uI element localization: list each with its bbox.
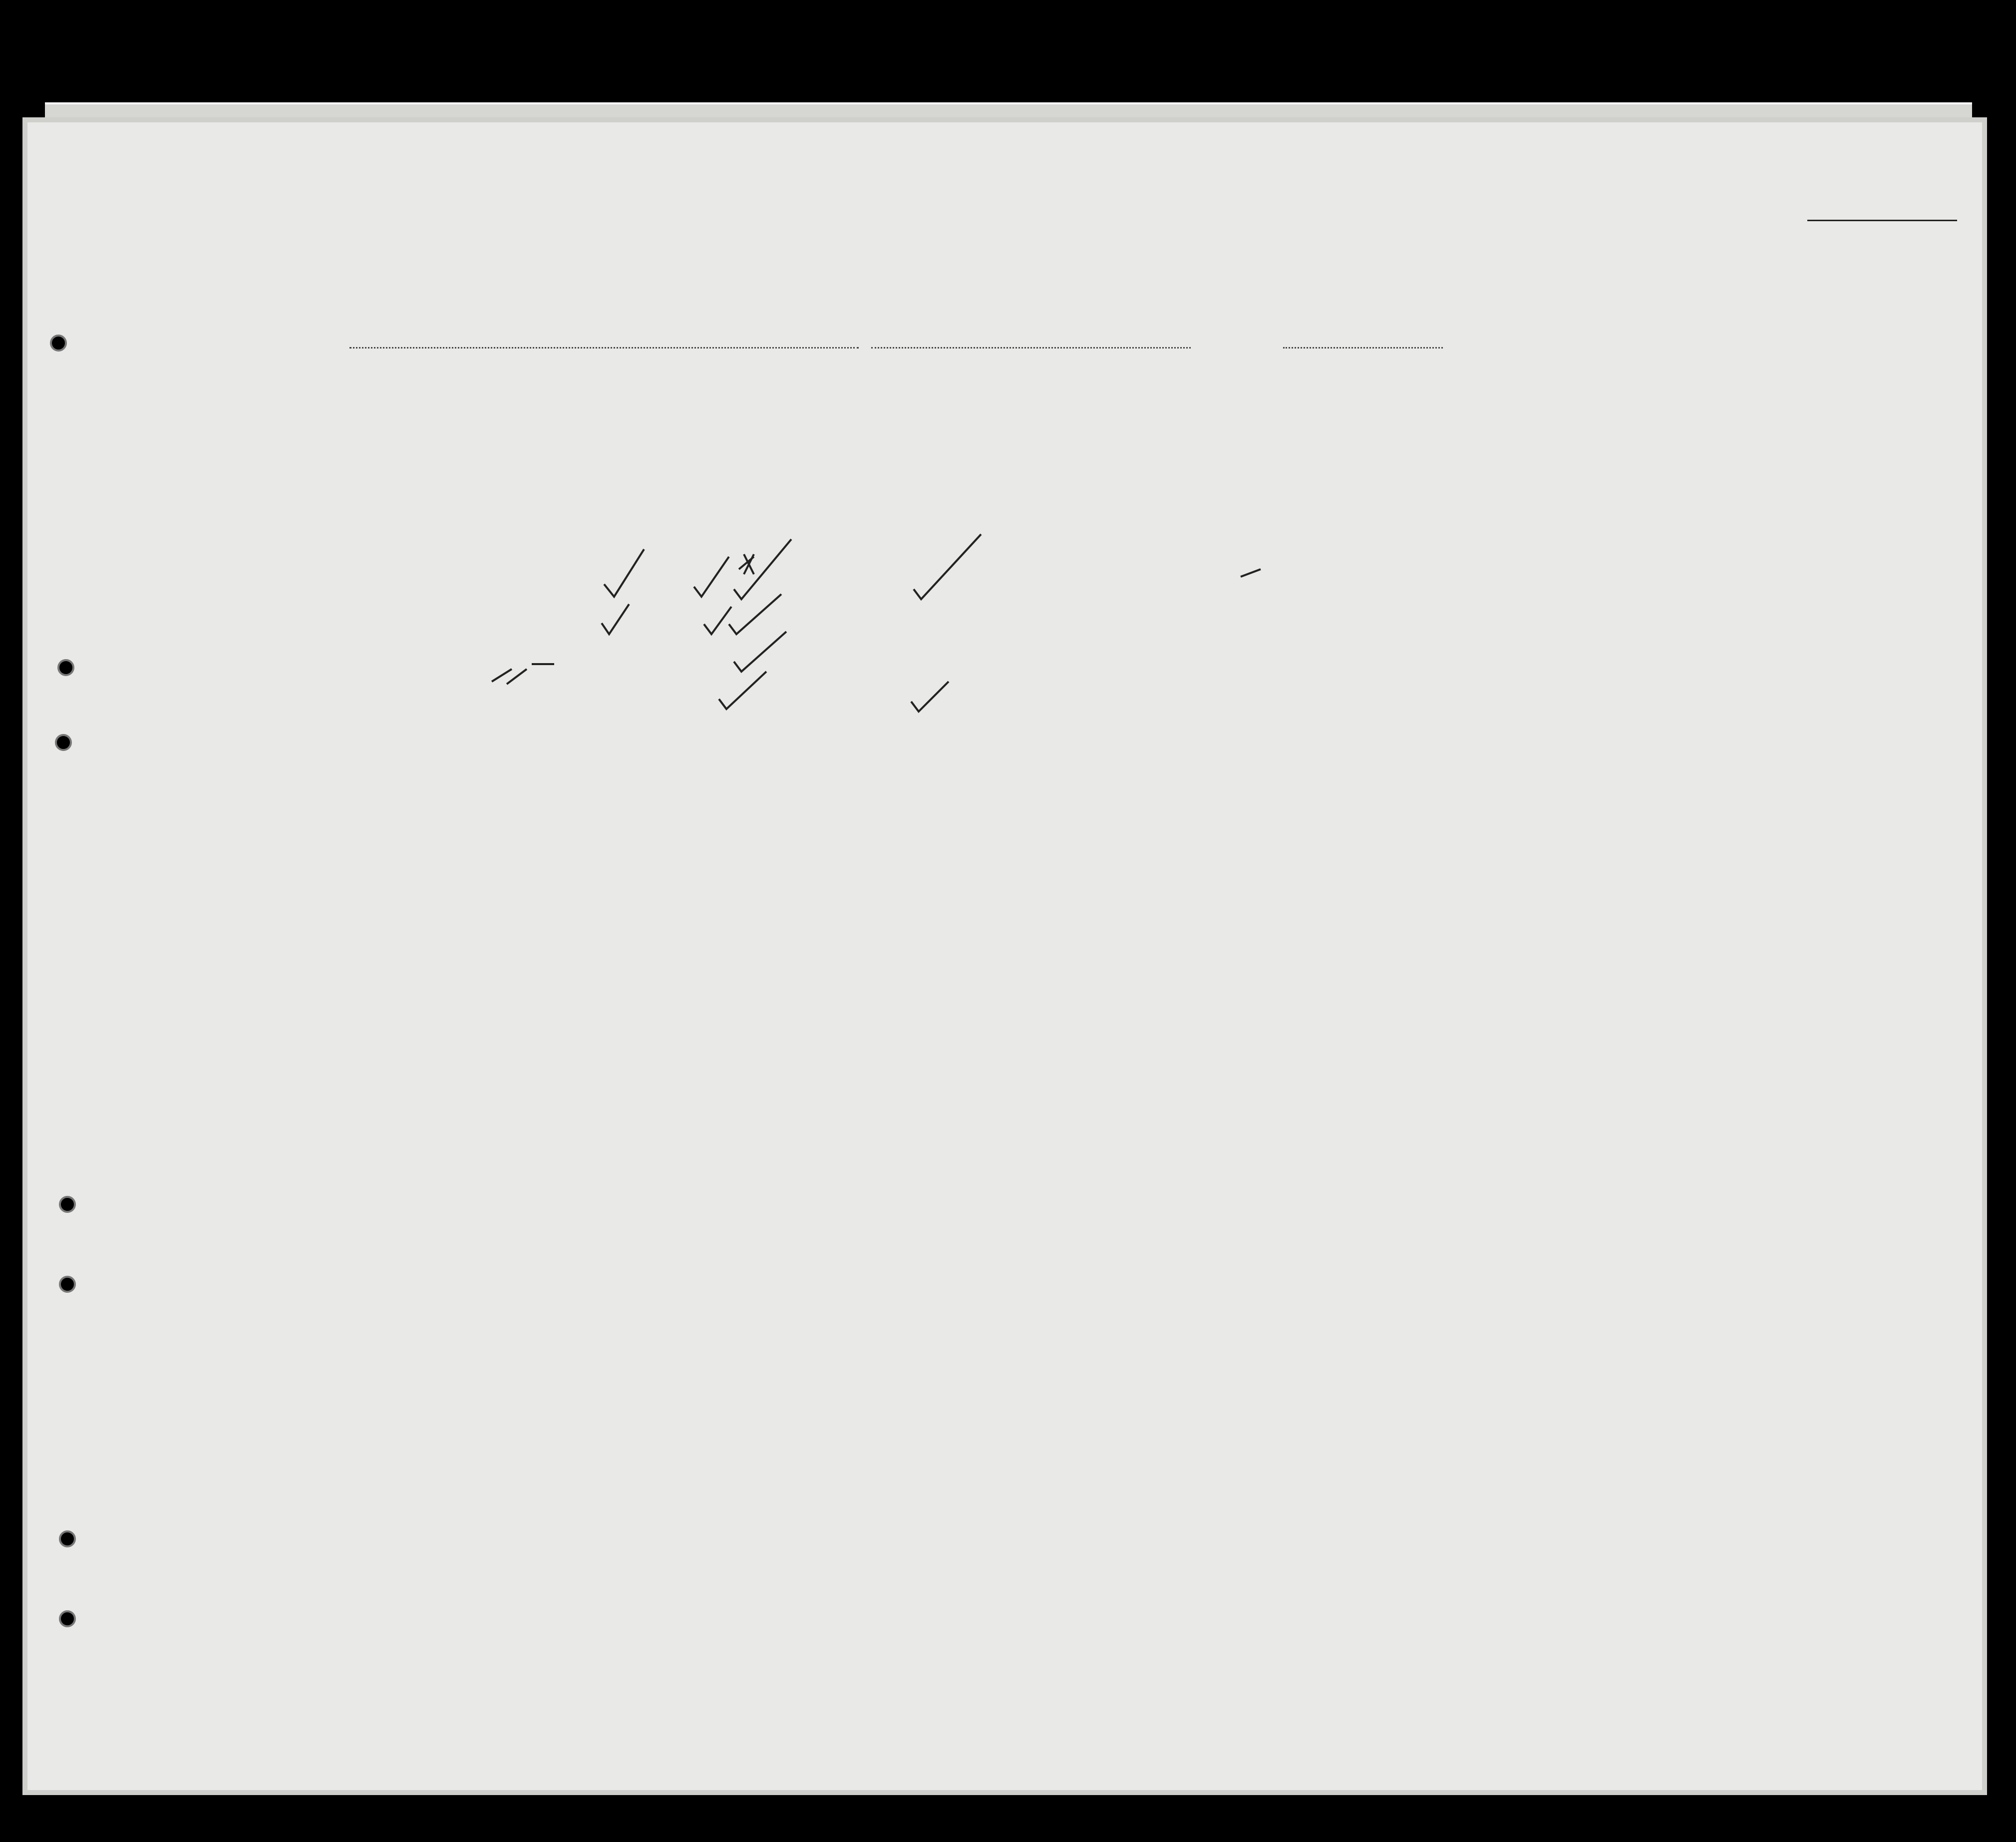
punch-hole [59, 1530, 76, 1547]
punch-hole [57, 659, 74, 676]
punch-hole [59, 1196, 76, 1213]
punch-hole [59, 1276, 76, 1293]
punch-hole [59, 1610, 76, 1627]
punch-hole [50, 335, 67, 352]
punch-hole [55, 734, 72, 751]
